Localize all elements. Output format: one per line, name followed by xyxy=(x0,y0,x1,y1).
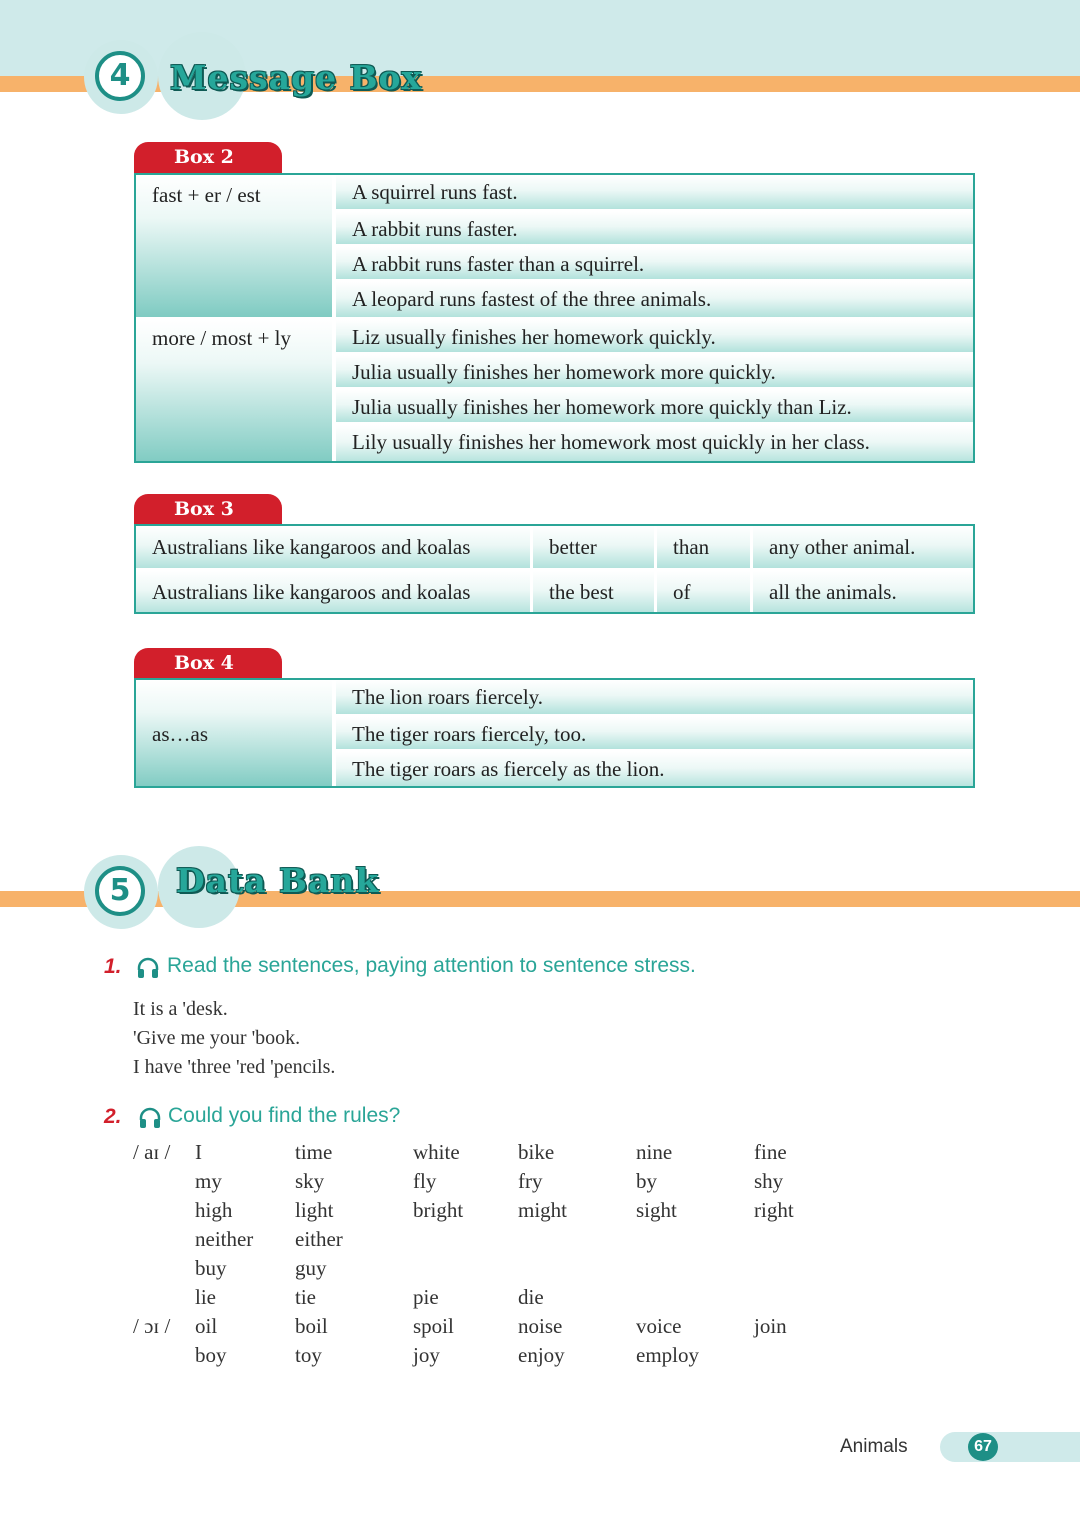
box-2-tab: Box 2 xyxy=(134,142,282,174)
box-2-row: Julia usually finishes her homework more quickly. xyxy=(336,355,975,387)
word: boy xyxy=(195,1343,227,1367)
section-5-title: Data Bank xyxy=(176,861,380,900)
word: employ xyxy=(636,1343,699,1367)
box-3-cell: Australians like kangaroos and koalas xyxy=(136,526,530,568)
box-3-cell: all the animals. xyxy=(753,571,975,614)
word: joy xyxy=(413,1343,440,1367)
word: lie xyxy=(195,1285,216,1309)
word: sky xyxy=(295,1169,325,1193)
word: either xyxy=(295,1227,343,1251)
box-2-group-2-cell xyxy=(136,320,332,463)
box-2-group-1-cell xyxy=(136,175,332,317)
word: spoil xyxy=(413,1314,454,1338)
headphones-icon[interactable] xyxy=(138,1106,162,1130)
exercise-2-instruction: Could you find the rules? xyxy=(168,1104,401,1127)
box-2-row: A squirrel runs fast. xyxy=(336,175,975,209)
footer-band xyxy=(940,1432,1080,1462)
word: oil xyxy=(195,1314,218,1338)
word: pie xyxy=(413,1285,439,1309)
box-3-cell: Australians like kangaroos and koalas xyxy=(136,571,530,614)
word: guy xyxy=(295,1256,327,1280)
section-5-number: 5 xyxy=(95,866,145,916)
word: boil xyxy=(295,1314,328,1338)
box-3 xyxy=(134,524,975,614)
exercise-2-number: 2. xyxy=(104,1105,122,1128)
word: fly xyxy=(413,1169,437,1193)
word: by xyxy=(636,1169,657,1193)
box-3-tab: Box 3 xyxy=(134,494,282,526)
word: bike xyxy=(518,1140,555,1164)
box-2-row: Lily usually finishes her homework most quickly in her class. xyxy=(336,425,975,463)
exercise-1-sentence: 'Give me your 'book. xyxy=(133,1027,301,1049)
word: right xyxy=(754,1198,794,1222)
exercise-1-instruction: Read the sentences, paying attention to sentence stress. xyxy=(167,954,696,977)
box-3-cell: the best xyxy=(533,571,654,614)
box-3-cell: better xyxy=(533,526,654,568)
box-3-cell: than xyxy=(657,526,750,568)
word: shy xyxy=(754,1169,784,1193)
box-4-row: The tiger roars as fiercely as the lion. xyxy=(336,752,975,788)
box-4-label: as…as xyxy=(152,722,208,746)
exercise-1-sentence: It is a 'desk. xyxy=(133,998,228,1020)
box-2-row: Julia usually finishes her homework more quickly than Liz. xyxy=(336,390,975,422)
box-4-tab: Box 4 xyxy=(134,648,282,680)
section-4-title: Message Box xyxy=(170,58,423,97)
word: voice xyxy=(636,1314,682,1338)
box-4 xyxy=(134,678,975,788)
box-3-cell: any other animal. xyxy=(753,526,975,568)
box-3-cell: of xyxy=(657,571,750,614)
phoneme-label: / ɔɪ / xyxy=(133,1314,171,1338)
word: fine xyxy=(754,1140,787,1164)
word: neither xyxy=(195,1227,254,1251)
box-2-row: A rabbit runs faster than a squirrel. xyxy=(336,247,975,279)
word: white xyxy=(413,1140,460,1164)
word: toy xyxy=(295,1343,322,1367)
word: my xyxy=(195,1169,222,1193)
box-2-group-1-label: fast + er / est xyxy=(152,183,261,207)
word: time xyxy=(295,1140,333,1164)
word: light xyxy=(295,1198,334,1222)
word: might xyxy=(518,1198,568,1222)
word: tie xyxy=(295,1285,316,1309)
word: enjoy xyxy=(518,1343,565,1367)
headphones-icon[interactable] xyxy=(136,956,160,980)
box-2-group-2-label: more / most + ly xyxy=(152,326,292,350)
word: fry xyxy=(518,1169,543,1193)
word: sight xyxy=(636,1198,677,1222)
page-number: 67 xyxy=(968,1433,998,1461)
box-4-label-cell xyxy=(136,680,332,788)
word: I xyxy=(195,1140,202,1164)
unit-label: Animals xyxy=(840,1436,908,1457)
word: bright xyxy=(413,1198,464,1222)
box-4-row: The lion roars fiercely. xyxy=(336,680,975,714)
word: noise xyxy=(518,1314,563,1338)
word: die xyxy=(518,1285,544,1309)
box-2-row: A leopard runs fastest of the three animals. xyxy=(336,282,975,317)
box-2-row: A rabbit runs faster. xyxy=(336,212,975,244)
box-4-row: The tiger roars fiercely, too. xyxy=(336,717,975,749)
word: nine xyxy=(636,1140,673,1164)
exercise-1-sentence: I have 'three 'red 'pencils. xyxy=(133,1056,336,1078)
section-4-number: 4 xyxy=(95,51,145,101)
word: join xyxy=(754,1314,787,1338)
box-2 xyxy=(134,173,975,463)
phoneme-label: / aɪ / xyxy=(133,1140,171,1164)
box-2-row: Liz usually finishes her homework quickly. xyxy=(336,320,975,352)
exercise-1-number: 1. xyxy=(104,955,122,978)
word: high xyxy=(195,1198,233,1222)
word: buy xyxy=(195,1256,227,1280)
